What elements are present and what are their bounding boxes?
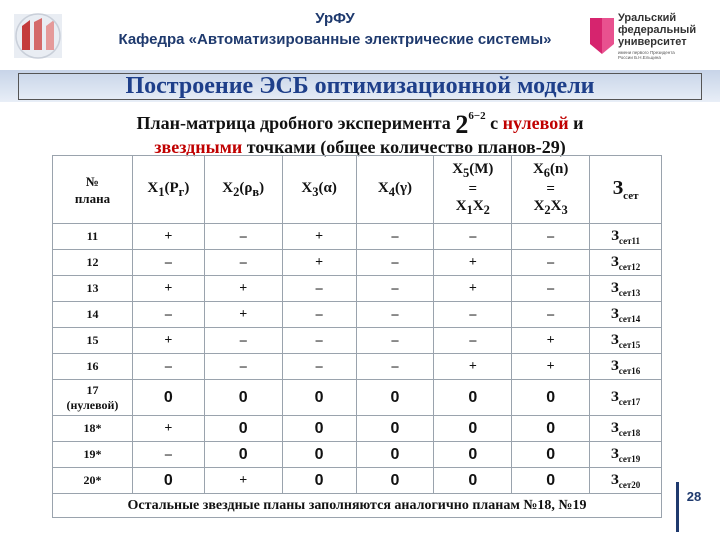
cost-cell: $З_{сет11}$ xyxy=(590,224,662,250)
factor-cell-x2: – xyxy=(204,250,282,276)
factor-cell-x5: + xyxy=(434,250,512,276)
factor-cell-x4: – xyxy=(356,328,434,354)
factor-cell-x2: – xyxy=(204,354,282,380)
factor-cell-x4: – xyxy=(356,354,434,380)
table-row xyxy=(53,468,662,494)
cost-cell: $З_{сет14}$ xyxy=(590,302,662,328)
factor-cell-x2: – xyxy=(204,328,282,354)
factor-cell-x2: – xyxy=(204,224,282,250)
plan-number-cell: 12 xyxy=(53,250,133,276)
header-x1: $X_1(P_г)$ xyxy=(132,156,204,224)
plan-number-cell: 18* xyxy=(53,416,133,442)
plan-number-cell: 15 xyxy=(53,328,133,354)
slide-header xyxy=(0,0,720,70)
plan-number-cell: 19* xyxy=(53,442,133,468)
factor-cell-x5: – xyxy=(434,302,512,328)
table-header-row xyxy=(53,156,662,224)
factor-cell-x4: 0 xyxy=(356,468,434,494)
factor-cell-x3: – xyxy=(282,354,356,380)
factor-cell-x3: + xyxy=(282,224,356,250)
header-x5: $X_5(M)$ = $X_1X_2$ xyxy=(434,156,512,224)
factor-cell-x1: – xyxy=(132,442,204,468)
factor-cell-x6: + xyxy=(512,354,590,380)
factor-cell-x3: + xyxy=(282,250,356,276)
plan-number-cell: 13 xyxy=(53,276,133,302)
cost-cell: $З_{сет18}$ xyxy=(590,416,662,442)
factor-cell-x4: 0 xyxy=(356,442,434,468)
factor-cell-x6: – xyxy=(512,302,590,328)
factor-cell-x1: – xyxy=(132,354,204,380)
header-x3: $X_3(\alpha)$ xyxy=(282,156,356,224)
factor-cell-x3: 0 xyxy=(282,468,356,494)
urfu-logo-icon xyxy=(8,6,68,66)
factor-cell-x6: 0 xyxy=(512,380,590,416)
header-x6: $X_6(n)$ = $X_2X_3$ xyxy=(512,156,590,224)
factor-cell-x6: – xyxy=(512,250,590,276)
factor-cell-x1: + xyxy=(132,276,204,302)
slide-subtitle: План-матрица дробного эксперимента $2^{6-2}$ с нулевой и звездными точками (общее количество планов-29) xyxy=(136,110,584,157)
plan-number-cell: 16 xyxy=(53,354,133,380)
university-mark-icon xyxy=(588,14,616,58)
factor-cell-x5: 0 xyxy=(434,380,512,416)
page-number-bar xyxy=(676,482,679,532)
table-footer-row xyxy=(53,494,662,518)
factor-cell-x5: – xyxy=(434,224,512,250)
plan-number-cell: 11 xyxy=(53,224,133,250)
table-row xyxy=(53,416,662,442)
university-subtext: имени первого Президента России Б.Н.Ельцина xyxy=(618,50,675,60)
department-name: Кафедра «Автоматизированные электрические системы» xyxy=(118,31,552,48)
factor-cell-x3: 0 xyxy=(282,380,356,416)
header-plan-no: № плана xyxy=(53,156,133,224)
page-number: 28 xyxy=(672,482,716,538)
factor-cell-x1: 0 xyxy=(132,380,204,416)
cost-cell: $З_{сет19}$ xyxy=(590,442,662,468)
factor-cell-x1: – xyxy=(132,302,204,328)
table-row xyxy=(53,250,662,276)
factor-cell-x6: 0 xyxy=(512,416,590,442)
factor-cell-x2: 0 xyxy=(204,442,282,468)
table-row xyxy=(53,224,662,250)
factor-cell-x1: + xyxy=(132,416,204,442)
university-logo xyxy=(588,8,718,66)
factor-cell-x6: + xyxy=(512,328,590,354)
factor-cell-x5: – xyxy=(434,328,512,354)
plan-number-cell: 20* xyxy=(53,468,133,494)
factor-cell-x4: – xyxy=(356,250,434,276)
factor-cell-x4: 0 xyxy=(356,416,434,442)
factor-cell-x2: 0 xyxy=(204,380,282,416)
factor-cell-x4: – xyxy=(356,224,434,250)
header-x4: $X_4(\gamma)$ xyxy=(356,156,434,224)
table-footer-note: Остальные звездные планы заполняются аналогично планам №18, №19 xyxy=(53,494,662,518)
factor-cell-x5: + xyxy=(434,276,512,302)
factor-cell-x5: 0 xyxy=(434,468,512,494)
table-row xyxy=(53,380,662,416)
factor-cell-x5: + xyxy=(434,354,512,380)
factor-cell-x1: – xyxy=(132,250,204,276)
factor-cell-x3: – xyxy=(282,302,356,328)
cost-cell: $З_{сет20}$ xyxy=(590,468,662,494)
factor-cell-x5: 0 xyxy=(434,416,512,442)
factor-cell-x3: 0 xyxy=(282,442,356,468)
university-name: Уральский федеральный университет xyxy=(618,12,697,48)
cost-cell: $З_{сет12}$ xyxy=(590,250,662,276)
factor-cell-x3: 0 xyxy=(282,416,356,442)
table-row xyxy=(53,442,662,468)
table-body xyxy=(53,224,662,518)
factor-cell-x2: + xyxy=(204,302,282,328)
factor-cell-x2: 0 xyxy=(204,416,282,442)
slide-title: Построение ЭСБ оптимизационной модели xyxy=(18,73,702,100)
factor-cell-x4: 0 xyxy=(356,380,434,416)
table-row xyxy=(53,302,662,328)
plan-matrix-table xyxy=(52,155,662,518)
factor-cell-x2: + xyxy=(204,276,282,302)
factor-cell-x1: + xyxy=(132,224,204,250)
factor-cell-x6: 0 xyxy=(512,442,590,468)
cost-cell: $З_{сет13}$ xyxy=(590,276,662,302)
cost-cell: $З_{сет17}$ xyxy=(590,380,662,416)
power-expression: $2^{6-2}$ xyxy=(455,110,486,139)
cost-cell: $З_{сет16}$ xyxy=(590,354,662,380)
factor-cell-x1: 0 xyxy=(132,468,204,494)
factor-cell-x3: – xyxy=(282,328,356,354)
table-row xyxy=(53,328,662,354)
factor-cell-x1: + xyxy=(132,328,204,354)
factor-cell-x2: + xyxy=(204,468,282,494)
plan-number-cell: 17 (нулевой) xyxy=(53,380,133,416)
factor-cell-x6: 0 xyxy=(512,468,590,494)
header-z: $З_{сет}$ xyxy=(590,156,662,224)
cost-cell: $З_{сет15}$ xyxy=(590,328,662,354)
table-row xyxy=(53,276,662,302)
table-row xyxy=(53,354,662,380)
factor-cell-x3: – xyxy=(282,276,356,302)
factor-cell-x4: – xyxy=(356,276,434,302)
factor-cell-x6: – xyxy=(512,224,590,250)
factor-cell-x5: 0 xyxy=(434,442,512,468)
org-name: УрФУ xyxy=(315,10,355,27)
plan-number-cell: 14 xyxy=(53,302,133,328)
header-x2: $X_2(\rho_в)$ xyxy=(204,156,282,224)
factor-cell-x4: – xyxy=(356,302,434,328)
factor-cell-x6: – xyxy=(512,276,590,302)
